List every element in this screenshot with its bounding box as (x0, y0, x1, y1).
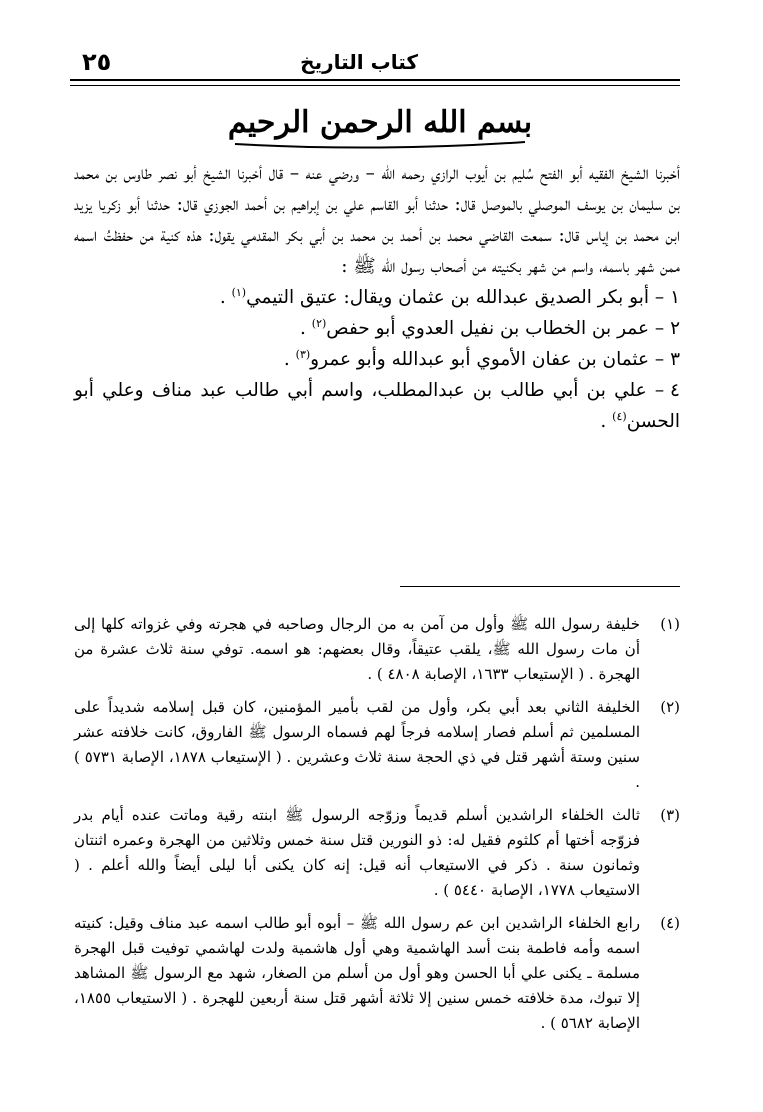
list-end: . (300, 318, 312, 339)
isnad-paragraph: أخبرنا الشيخ الفقيه أبو الفتح سُليم بن أيوب الرازي رحمه الله – ورضي عنه – قال أخبرنا الشيخ أبو نصر طاوس بن محمد بن سليمان بن يوسف الموصلي بالموصل قال: حدثنا أبو القاسم علي بن إبراهيم بن أحمد الجوزي قال: حدثنا أبو زكريا يزيد ابن محمد بن إياس قال: سمعت القاضي محمد بن أحمد بن محمد بن أبي بكر المقدمي يقول: هذه كنية من حفظتُ اسمه ممن شهر باسمه، واسم من شهر بكنيته من أصحاب رسول الله ﷺ : (74, 163, 680, 277)
footnote-text: الخليفة الثاني بعد أبي بكر، وأول من لقب بأمير المؤمنين، كان قبل إسلامه شديداً على المسلمين ثم أسلم فصار إسلامه فرجاً لهم فسماه الرسول ﷺ الفاروق، كانت خلافته عشر سنين وستة أشهر قتل في ذي الحجة سنة ثلاث وعشرين . ( الإستيعاب ١٨٧٨، الإصابة ٥٧٣١ ) . (74, 698, 640, 791)
footnote-ref: (١) (231, 285, 247, 299)
list-text: عثمان بن عفان الأموي أبو عبدالله وأبو عمرو (310, 349, 650, 370)
footnote-ref: (٢) (311, 316, 327, 330)
footnote-marker: (٤) (660, 914, 680, 932)
footnote (74, 803, 680, 903)
list-number: ٤ – (654, 380, 680, 401)
list-end: . (600, 411, 613, 432)
header-rule-thick (70, 79, 680, 81)
list-text: عمر بن الخطاب بن نفيل العدوي أبو حفص (326, 318, 650, 339)
footnote-ref: (٣) (295, 347, 311, 361)
main-text (74, 158, 680, 437)
list-item (74, 313, 680, 344)
footnote (74, 612, 680, 687)
footnote (74, 911, 680, 1036)
header-rule-thin (70, 85, 680, 86)
list-end: . (219, 287, 232, 308)
running-title: كتاب التاريخ (300, 50, 418, 74)
footnotes (74, 612, 680, 1044)
footnote-text: رابع الخلفاء الراشدين ابن عم رسول الله ﷺ – أبوه أبو طالب اسمه عبد مناف وقيل: كنيته اسمه وأمه فاطمة بنت أسد الهاشمية وهي أول هاشمية ولدت لهاشمي توفيت قبل الهجرة مسلمة ـ يكنى علي أبا الحسن وهو أول من أسلم من الصغار، شهد مع الرسول ﷺ المشاهد إلا تبوك، مدة خلافته خمس سنين إلا ثلاثة أشهر قتل سنة أربعين للهجرة . ( الاستيعاب ١٨٥٥، الإصابة ٥٦٨٢ ) . (74, 914, 640, 1032)
list-number: ٢ – (654, 318, 680, 339)
list-text: أبو بكر الصديق عبدالله بن عثمان ويقال: عتيق التيمي (246, 287, 650, 308)
basmala-flourish (230, 130, 530, 150)
list-item (74, 282, 680, 313)
footnote-marker: (٣) (660, 806, 680, 824)
footnote-text: ثالث الخلفاء الراشدين أسلم قديماً وزوّجه الرسول ﷺ ابنته رقية وماتت عنده أيام بدر فزوّجه أختها أم كلثوم فقيل له: ذو النورين قتل سنة خمس وثلاثين من الهجرة وعمره اثنتان وثمانون سنة . ذكر في الاستيعاب أنه قيل: إنه كان يكنى أبا ليلى أيضاً والله أعلم . ( الاستيعاب ١٧٧٨، الإصابة ٥٤٤٠ ) . (74, 806, 640, 899)
list-number: ١ – (654, 287, 680, 308)
footnote-ref: (٤) (612, 409, 627, 423)
list-item (74, 344, 680, 375)
footnote-marker: (٢) (660, 698, 680, 716)
page-number: ٢٥ (82, 48, 112, 76)
footnote (74, 695, 680, 795)
list-text: علي بن أبي طالب بن عبدالمطلب، واسم أبي طالب عبد مناف وعلي أبو الحسن (74, 380, 680, 432)
list-end: . (283, 349, 296, 370)
list-item (74, 375, 680, 437)
footnote-text: خليفة رسول الله ﷺ وأول من آمن به من الرجال وصاحبه في هجرته وفي غزواته كلها إلى أن مات رسول الله ﷺ، يلقب عتيقاً، وقال بعضهم: هو اسمه. توفي سنة ثلاث عشرة من الهجرة . ( الإستيعاب ١٦٣٣، الإصابة ٤٨٠٨ ) . (74, 615, 640, 683)
page-header (70, 44, 680, 84)
footnote-separator (400, 586, 680, 587)
footnote-marker: (١) (660, 615, 680, 633)
list-number: ٣ – (654, 349, 680, 370)
basmala-calligraphy: بسم الله الرحمن الرحيم (227, 105, 533, 140)
companions-list (74, 282, 680, 437)
